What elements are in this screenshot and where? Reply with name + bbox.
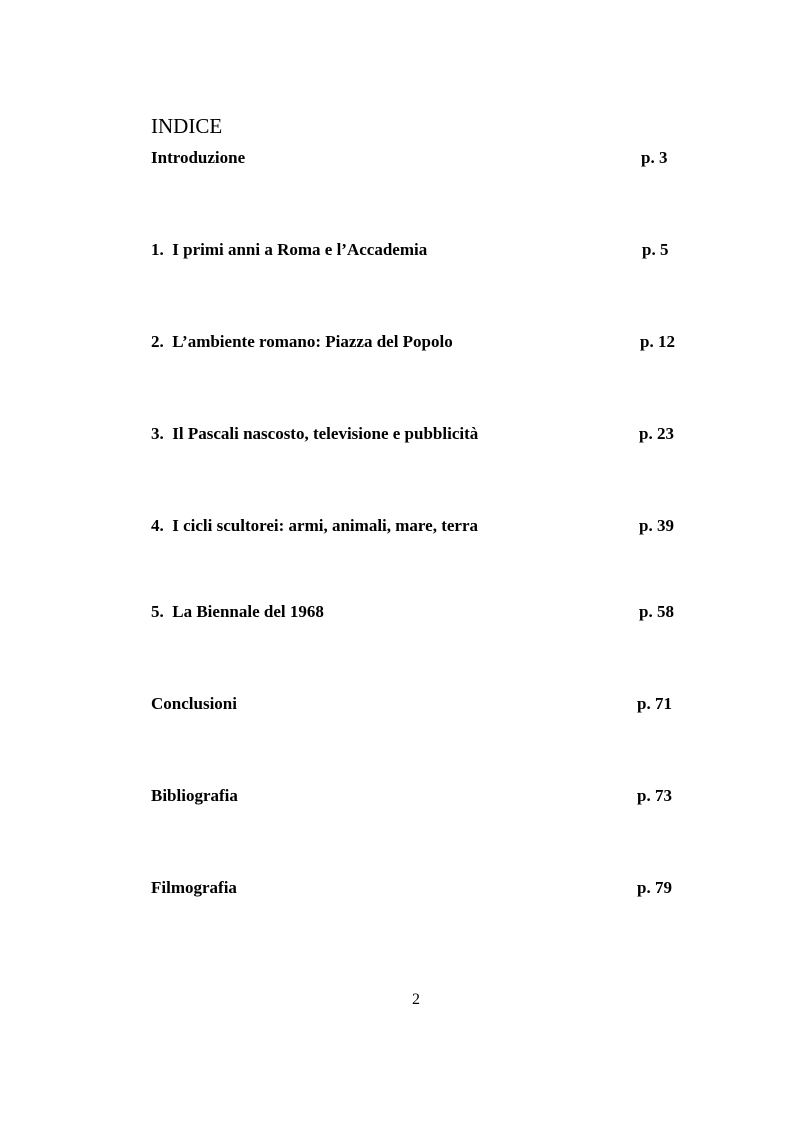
page-number: 2	[412, 991, 420, 1008]
toc-entry-introduzione	[151, 147, 711, 169]
toc-entry-page: p. 58	[639, 602, 674, 621]
toc-entry-page: p. 39	[639, 516, 674, 535]
toc-entry-page: p. 73	[637, 786, 672, 805]
toc-heading: INDICE	[151, 114, 223, 138]
toc-entry-title: 2. L’ambiente romano: Piazza del Popolo	[151, 332, 453, 351]
toc-entry-page: p. 5	[642, 240, 669, 259]
toc-entry-page: p. 3	[641, 148, 668, 167]
toc-entry-chapter-2	[151, 331, 711, 353]
toc-entry-bibliografia	[151, 785, 711, 807]
toc-entry-page: p. 23	[639, 424, 674, 443]
toc-entry-page: p. 12	[640, 332, 675, 351]
toc-entry-page: p. 79	[637, 878, 672, 897]
toc-entry-title: 5. La Biennale del 1968	[151, 602, 324, 621]
toc-entry-chapter-5	[151, 601, 711, 623]
toc-entry-chapter-3	[151, 423, 711, 445]
toc-entry-chapter-4	[151, 515, 711, 537]
toc-entry-title: Filmografia	[151, 878, 237, 897]
toc-entry-filmografia	[151, 877, 711, 899]
toc-entry-page: p. 71	[637, 694, 672, 713]
toc-entry-title: 1. I primi anni a Roma e l’Accademia	[151, 240, 428, 259]
toc-entry-conclusioni	[151, 693, 711, 715]
toc-entry-title: 3. Il Pascali nascosto, televisione e pubblicità	[151, 424, 479, 443]
toc-entry-title: Introduzione	[151, 148, 246, 167]
toc-entry-chapter-1	[151, 239, 711, 261]
toc-entry-title: 4. I cicli scultorei: armi, animali, mare, terra	[151, 516, 479, 535]
toc-entry-title: Bibliografia	[151, 786, 238, 805]
toc-entry-title: Conclusioni	[151, 694, 237, 713]
